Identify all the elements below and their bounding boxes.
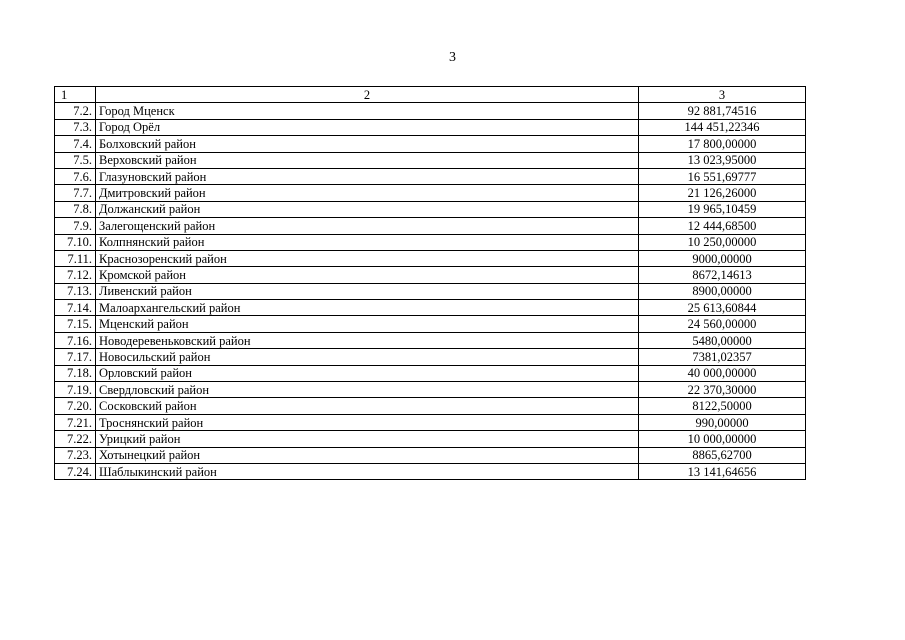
row-name-cell: Болховский район [96,136,639,152]
row-value-cell: 21 126,26000 [639,185,806,201]
table-row [55,119,806,135]
row-name-cell: Орловский район [96,365,639,381]
row-number-cell: 7.9. [55,218,96,234]
row-value-cell: 9000,00000 [639,250,806,266]
row-value-cell: 13 023,95000 [639,152,806,168]
row-number-cell: 7.5. [55,152,96,168]
table-row [55,414,806,430]
row-value-cell: 8672,14613 [639,267,806,283]
row-number-cell: 7.16. [55,332,96,348]
row-number-cell: 7.17. [55,349,96,365]
row-name-cell: Глазуновский район [96,168,639,184]
table-row [55,136,806,152]
table-row [55,398,806,414]
table-row [55,283,806,299]
row-value-cell: 22 370,30000 [639,382,806,398]
row-value-cell: 13 141,64656 [639,463,806,479]
row-value-cell: 24 560,00000 [639,316,806,332]
table-row [55,201,806,217]
row-value-cell: 92 881,74516 [639,103,806,119]
row-number-cell: 7.7. [55,185,96,201]
row-name-cell: Урицкий район [96,431,639,447]
row-number-cell: 7.6. [55,168,96,184]
table-row [55,365,806,381]
header-cell-name: 2 [96,87,639,103]
row-name-cell: Залегощенский район [96,218,639,234]
row-value-cell: 144 451,22346 [639,119,806,135]
row-number-cell: 7.20. [55,398,96,414]
row-value-cell: 25 613,60844 [639,300,806,316]
row-value-cell: 8122,50000 [639,398,806,414]
row-name-cell: Шаблыкинский район [96,463,639,479]
row-number-cell: 7.10. [55,234,96,250]
row-name-cell: Ливенский район [96,283,639,299]
row-name-cell: Город Орёл [96,119,639,135]
row-name-cell: Колпнянский район [96,234,639,250]
row-number-cell: 7.21. [55,414,96,430]
row-name-cell: Кромской район [96,267,639,283]
table-body [55,87,806,480]
row-value-cell: 5480,00000 [639,332,806,348]
table-row [55,168,806,184]
row-value-cell: 12 444,68500 [639,218,806,234]
row-number-cell: 7.4. [55,136,96,152]
row-number-cell: 7.22. [55,431,96,447]
row-number-cell: 7.18. [55,365,96,381]
row-number-cell: 7.24. [55,463,96,479]
row-name-cell: Новодеревеньковский район [96,332,639,348]
table-row [55,431,806,447]
row-name-cell: Город Мценск [96,103,639,119]
table-row [55,185,806,201]
row-value-cell: 990,00000 [639,414,806,430]
page-number: 3 [449,50,456,65]
row-number-cell: 7.12. [55,267,96,283]
row-value-cell: 8900,00000 [639,283,806,299]
row-name-cell: Верховский район [96,152,639,168]
table-row [55,349,806,365]
row-number-cell: 7.8. [55,201,96,217]
table-row [55,447,806,463]
table-row [55,382,806,398]
row-value-cell: 10 000,00000 [639,431,806,447]
row-number-cell: 7.13. [55,283,96,299]
row-name-cell: Дмитровский район [96,185,639,201]
row-name-cell: Краснозоренский район [96,250,639,266]
table-row [55,300,806,316]
row-value-cell: 19 965,10459 [639,201,806,217]
row-number-cell: 7.15. [55,316,96,332]
row-value-cell: 8865,62700 [639,447,806,463]
table-row [55,332,806,348]
table-row [55,463,806,479]
table-row [55,250,806,266]
allocation-table [54,86,806,480]
row-name-cell: Должанский район [96,201,639,217]
row-number-cell: 7.11. [55,250,96,266]
row-number-cell: 7.14. [55,300,96,316]
table-row [55,218,806,234]
table-row [55,103,806,119]
row-name-cell: Свердловский район [96,382,639,398]
header-cell-value: 3 [639,87,806,103]
row-value-cell: 7381,02357 [639,349,806,365]
row-name-cell: Хотынецкий район [96,447,639,463]
table-row [55,316,806,332]
row-name-cell: Новосильский район [96,349,639,365]
row-name-cell: Малоархангельский район [96,300,639,316]
row-name-cell: Троснянский район [96,414,639,430]
row-value-cell: 40 000,00000 [639,365,806,381]
table-row [55,234,806,250]
row-number-cell: 7.3. [55,119,96,135]
row-number-cell: 7.2. [55,103,96,119]
table-header-row [55,87,806,103]
row-name-cell: Сосковский район [96,398,639,414]
row-name-cell: Мценский район [96,316,639,332]
table-row [55,152,806,168]
header-cell-number: 1 [55,87,96,103]
row-value-cell: 10 250,00000 [639,234,806,250]
row-value-cell: 16 551,69777 [639,168,806,184]
row-number-cell: 7.23. [55,447,96,463]
row-number-cell: 7.19. [55,382,96,398]
row-value-cell: 17 800,00000 [639,136,806,152]
table-row [55,267,806,283]
